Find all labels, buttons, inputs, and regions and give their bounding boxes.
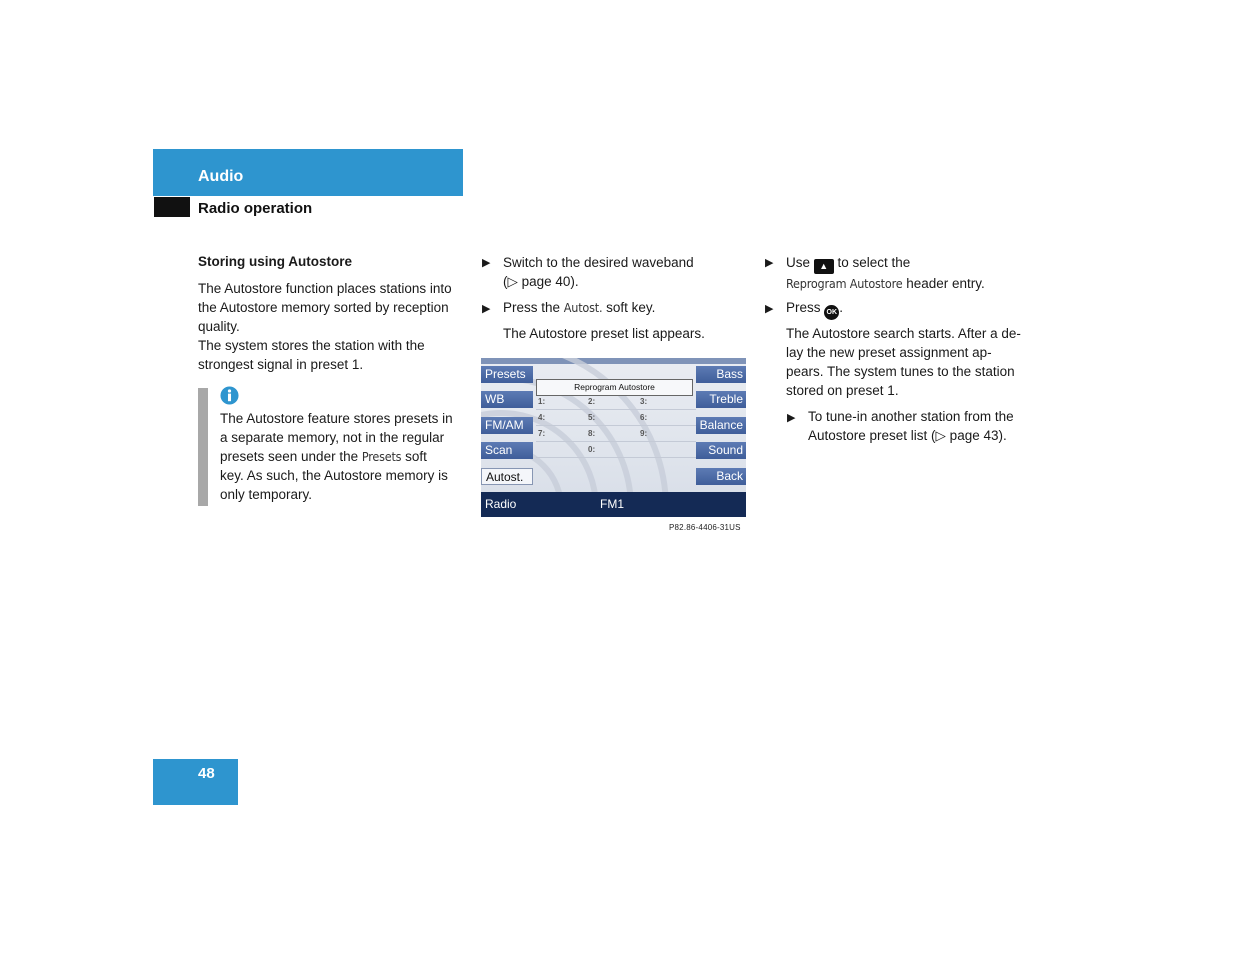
bullet-arrow-icon: ▶ <box>482 303 491 315</box>
page-reference: (▷ page 40). <box>503 274 579 289</box>
substep-tune-in <box>808 407 1014 445</box>
text-line <box>786 253 985 274</box>
autostore-result-paragraph <box>786 324 1021 400</box>
info-icon <box>220 386 239 405</box>
intro-paragraph <box>198 279 452 374</box>
text-line: The Autostore function places stations into <box>198 281 452 296</box>
text-line: only temporary. <box>220 487 313 502</box>
section-heading: Storing using Autostore <box>198 254 352 269</box>
preset-slot-5: 5: <box>588 413 596 422</box>
text-line: Switch to the desired waveband <box>503 255 694 270</box>
preset-slot-7: 7: <box>538 429 546 438</box>
list-divider <box>536 409 696 410</box>
text-line: The Autostore search starts. After a de- <box>786 326 1021 341</box>
preset-slot-4: 4: <box>538 413 546 422</box>
softkey-back[interactable]: Back <box>696 468 746 485</box>
text-line: To tune-in another station from the <box>808 409 1014 424</box>
text-fragment: to select the <box>833 255 911 270</box>
step-press-ok <box>786 298 843 320</box>
text-fragment: Press the <box>503 300 564 315</box>
bullet-arrow-icon: ▶ <box>765 303 774 315</box>
softkey-name: Autost. <box>563 300 603 315</box>
softkey-fm-am[interactable]: FM/AM <box>481 417 533 434</box>
text-line: stored on preset 1. <box>786 383 899 398</box>
softkey-balance[interactable]: Balance <box>696 417 746 434</box>
text-line: lay the new preset assignment ap- <box>786 345 992 360</box>
text-fragment: header entry. <box>902 276 985 291</box>
text-line <box>786 274 985 293</box>
softkey-bass[interactable]: Bass <box>696 366 746 383</box>
softkey-presets[interactable]: Presets <box>481 366 533 383</box>
softkey-name: Presets <box>361 449 402 464</box>
bullet-arrow-icon: ▶ <box>787 412 796 424</box>
text-line: a separate memory, not in the regular <box>220 430 445 445</box>
bullet-arrow-icon: ▶ <box>765 257 774 269</box>
preset-slot-2: 2: <box>588 397 596 406</box>
preset-slot-8: 8: <box>588 429 596 438</box>
preset-slot-9: 9: <box>640 429 648 438</box>
preset-slot-0: 0: <box>588 445 596 454</box>
text-fragment: Use <box>786 255 814 270</box>
page-number-box <box>153 759 238 805</box>
preset-slot-6: 6: <box>640 413 648 422</box>
text-line <box>220 447 465 466</box>
text-fragment: Press <box>786 300 825 315</box>
softkey-sound[interactable]: Sound <box>696 442 746 459</box>
text-line: quality. <box>198 319 240 334</box>
text-fragment: soft key. <box>602 300 656 315</box>
text-fragment: soft <box>401 449 427 464</box>
page-number: 48 <box>198 765 215 782</box>
info-note-text <box>220 409 465 504</box>
menu-entry-name: Reprogram Autostore <box>786 276 903 291</box>
section-title: Audio <box>198 168 244 185</box>
list-divider <box>536 441 696 442</box>
softkey-autost[interactable]: Autost. <box>481 468 533 485</box>
page-reference: Autostore preset list (▷ page 43). <box>808 428 1007 443</box>
ok-button-icon: OK <box>824 305 839 320</box>
text-line: The system stores the station with the <box>198 338 425 353</box>
info-note-bar <box>198 388 208 506</box>
softkey-scan[interactable]: Scan <box>481 442 533 459</box>
preset-slot-3: 3: <box>640 397 648 406</box>
step-select-header <box>786 253 985 293</box>
text-line: the Autostore memory sorted by reception <box>198 300 449 315</box>
status-source: Radio <box>485 497 517 511</box>
text-fragment: presets seen under the <box>220 449 362 464</box>
text-line: The Autostore feature stores presets in <box>220 411 453 426</box>
text-line: pears. The system tunes to the station <box>786 364 1015 379</box>
list-divider <box>536 457 696 458</box>
status-band: FM1 <box>600 497 624 511</box>
text-line: strongest signal in preset 1. <box>198 357 364 372</box>
softkey-wb[interactable]: WB <box>481 391 533 408</box>
screen-status-bar <box>481 492 746 517</box>
radio-screen-illustration <box>481 358 746 517</box>
list-divider <box>536 425 696 426</box>
step-result: The Autostore preset list appears. <box>503 326 705 341</box>
subsection-title: Radio operation <box>198 200 313 217</box>
bullet-arrow-icon: ▶ <box>482 257 491 269</box>
step-press-autost <box>503 298 655 317</box>
step-switch-waveband <box>503 253 694 291</box>
softkey-treble[interactable]: Treble <box>696 391 746 408</box>
text-fragment: . <box>839 300 844 315</box>
reprogram-autostore-entry[interactable]: Reprogram Autostore <box>536 379 693 396</box>
figure-caption: P82.86-4406-31US <box>669 523 741 532</box>
preset-slot-1: 1: <box>538 397 546 406</box>
subsection-marker <box>154 197 190 217</box>
up-arrow-key-icon: ▲ <box>814 259 834 274</box>
text-line: key. As such, the Autostore memory is <box>220 468 448 483</box>
